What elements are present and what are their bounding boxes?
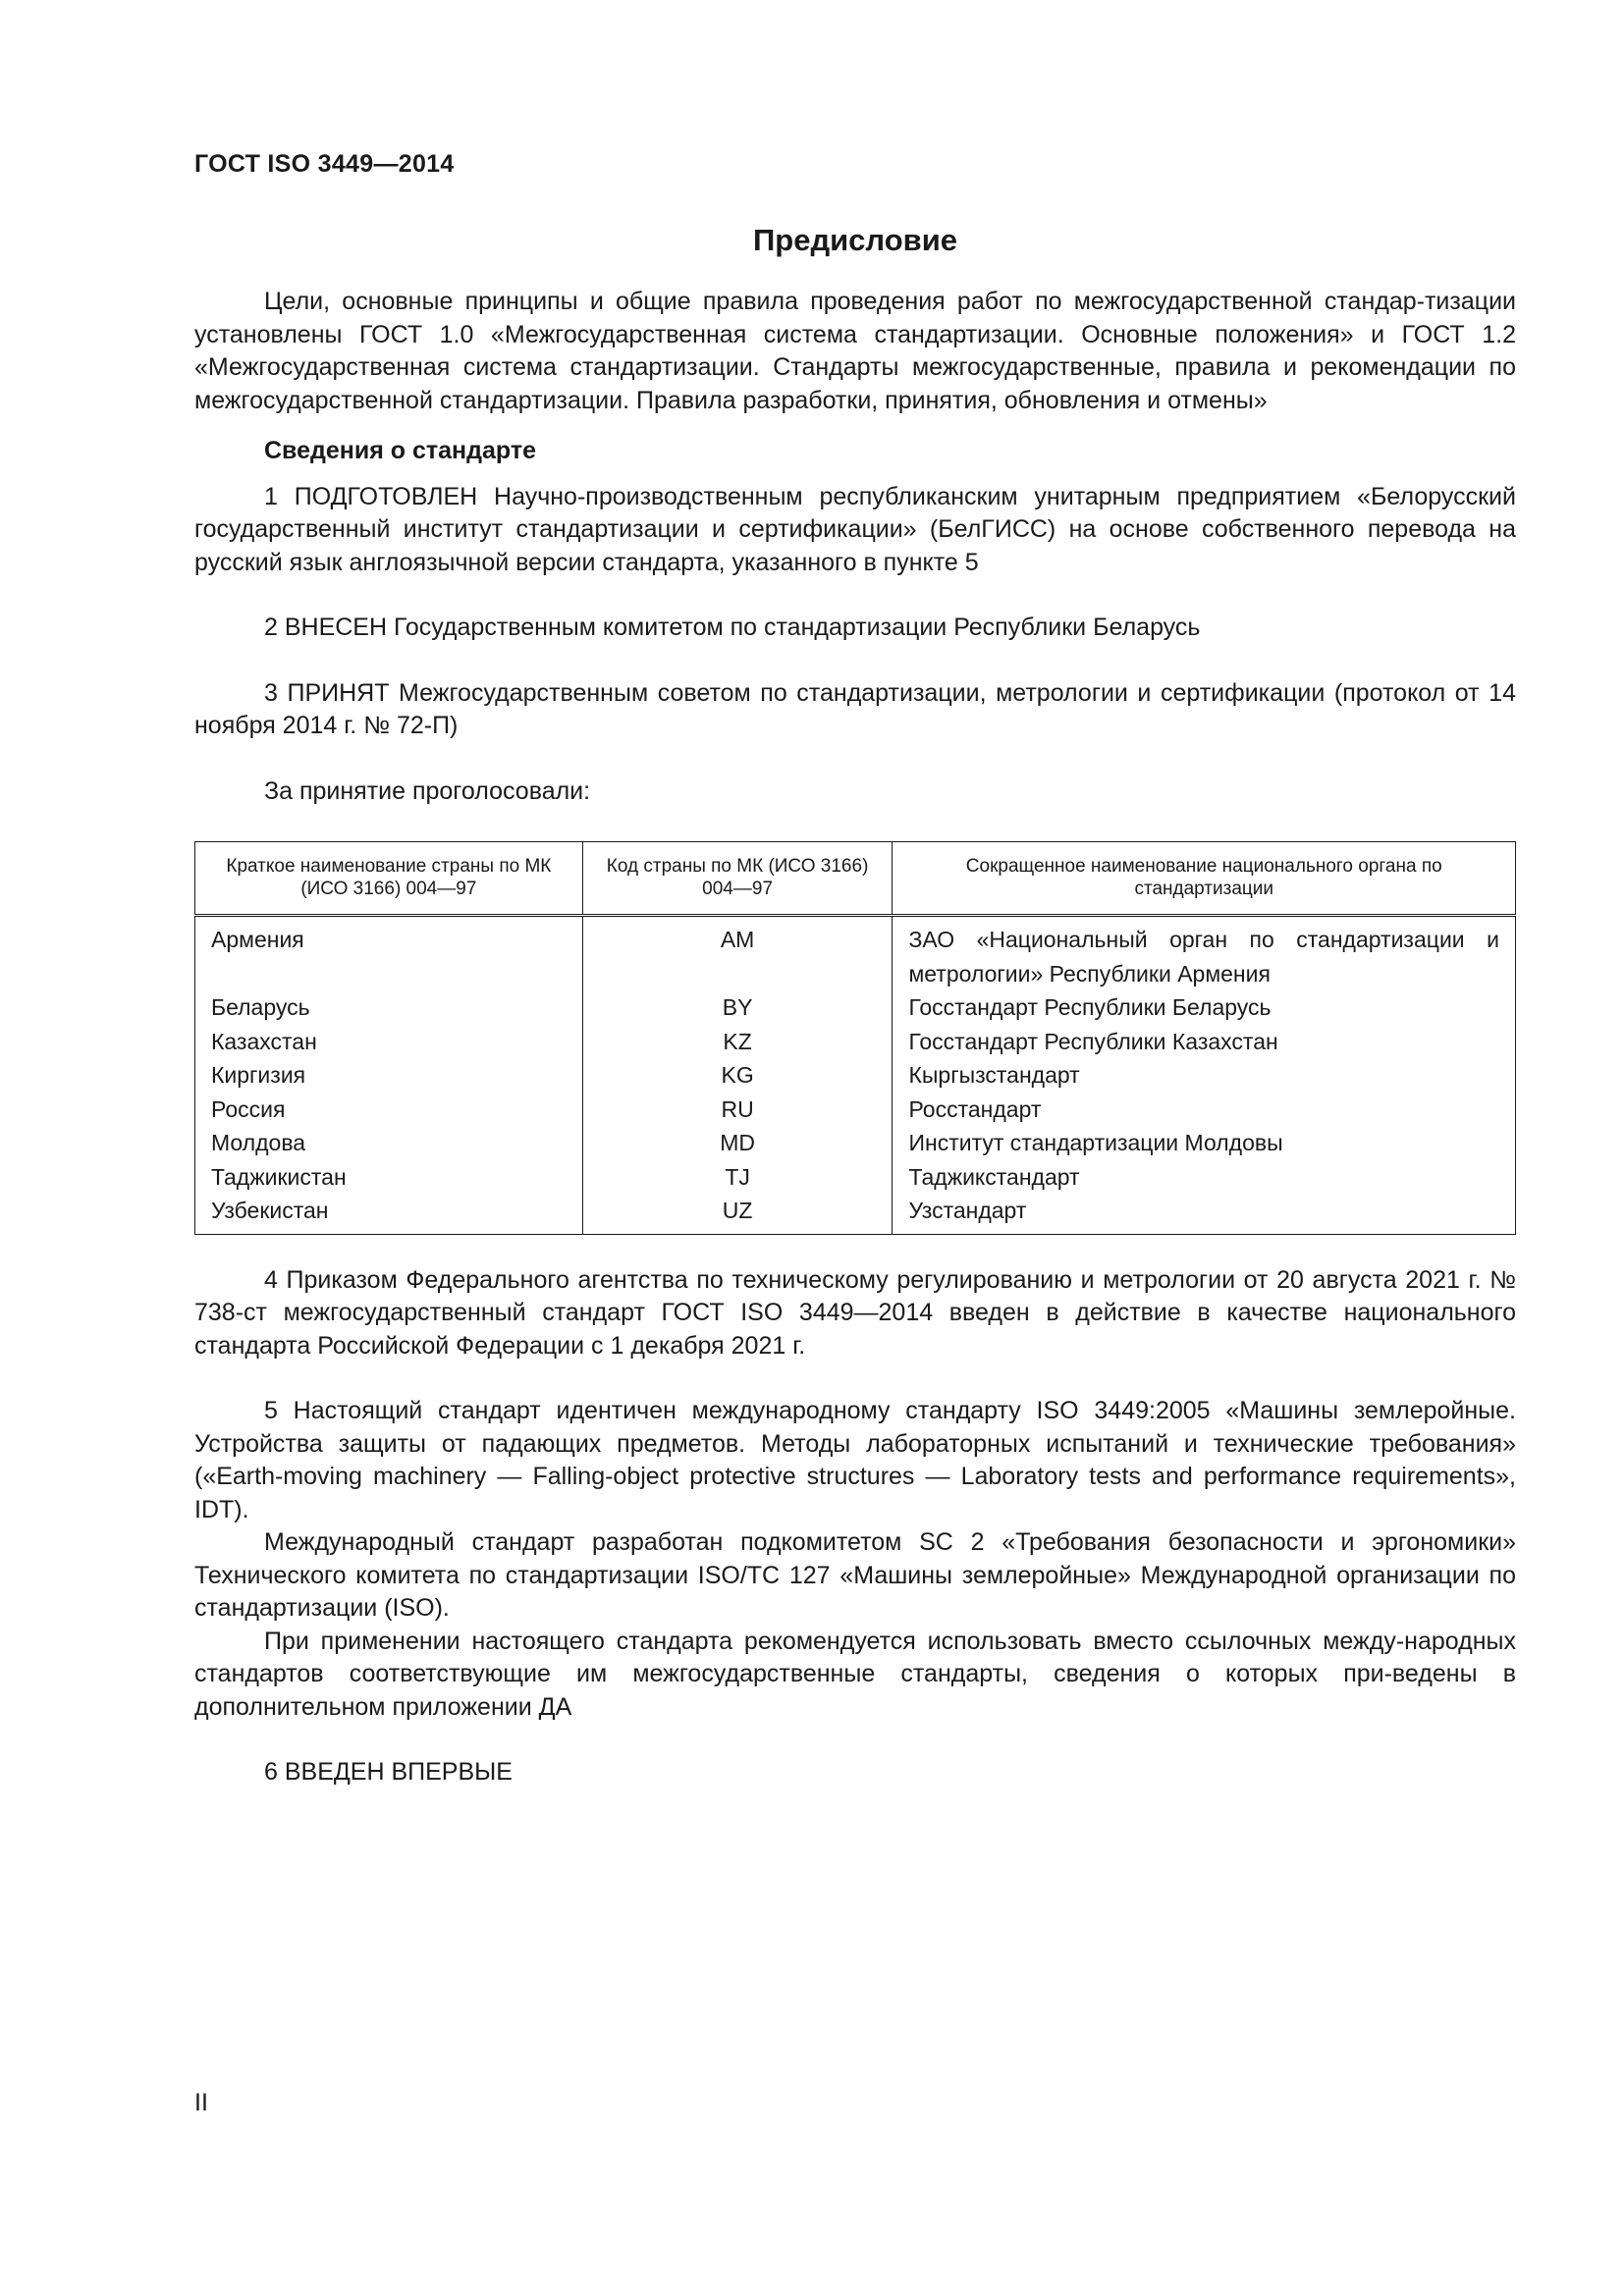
org-cell: Кыргызстандарт [893, 1058, 1516, 1093]
country-cell: Киргизия [195, 1058, 583, 1093]
code-cell: AM [582, 916, 893, 991]
country-cell: Молдова [195, 1126, 583, 1160]
table-row [195, 1058, 1516, 1093]
item-5-paragraph: 5 Настоящий стандарт идентичен международному стандарту ISO 3449:2005 «Машины землеройные. Устройства защиты от падающих предметов. Методы лабораторных испытаний и технические требования» («Earth-moving machinery — Falling-object protective structures — Laboratory tests and performance requirements», IDT). [194, 1397, 1516, 1523]
country-cell: Армения [195, 916, 583, 991]
item-4-paragraph: 4 Приказом Федерального агентства по техническому регулированию и метрологии от 20 августа 2021 г. № 738-ст межгосударственный стандарт ГОСТ ISO 3449—2014 введен в действие в качестве национального стандарта Российской Федерации с 1 декабря 2021 г. [194, 1265, 1516, 1360]
item-6-paragraph: 6 ВВЕДЕН ВПЕРВЫЕ [264, 1758, 513, 1786]
country-cell: Беларусь [195, 990, 583, 1025]
intro-paragraph: Цели, основные принципы и общие правила проведения работ по межгосударственной стандар-тизации установлены ГОСТ 1.0 «Межгосударственная система стандартизации. Основные положения» и ГОСТ 1.2 «Межгосударственная система стандартизации. Стандарты межгосударственные, правила и рекомендации по межгосударственной стандартизации. Правила разработки, принятия, обновления и отмены» [194, 288, 1516, 414]
org-cell: Росстандарт [893, 1093, 1516, 1127]
page-title: Предисловие [752, 223, 957, 257]
org-cell: Узстандарт [893, 1194, 1516, 1234]
item-5-application-paragraph: При применении настоящего стандарта рекомендуется использовать вместо ссылочных между-народных стандартов соответствующие им межгосударственные стандарты, сведения о которых при-ведены в дополнительном приложении ДА [194, 1627, 1516, 1721]
country-cell: Узбекистан [195, 1194, 583, 1234]
table-row [195, 916, 1516, 991]
item-3-paragraph: 3 ПРИНЯТ Межгосударственным советом по стандартизации, метрологии и сертификации (протокол от 14 ноября 2014 г. № 72-П) [194, 678, 1516, 739]
code-cell: TJ [582, 1160, 893, 1195]
org-cell: Госстандарт Республики Казахстан [893, 1025, 1516, 1059]
item-2-paragraph: 2 ВНЕСЕН Государственным комитетом по стандартизации Республики Беларусь [264, 614, 1201, 641]
table-row [195, 1093, 1516, 1127]
voting-table [194, 841, 1516, 1235]
country-cell: Казахстан [195, 1025, 583, 1059]
code-cell: KG [582, 1058, 893, 1093]
table-row [195, 1160, 1516, 1195]
code-cell: UZ [582, 1194, 893, 1234]
table-row [195, 1126, 1516, 1160]
header-country-code: Код страны по МК (ИСО 3166) 004—97 [582, 842, 893, 916]
table-row [195, 1194, 1516, 1234]
document-id-header: ГОСТ ISO 3449—2014 [194, 150, 455, 178]
foreword-section [194, 221, 1516, 1789]
standard-info-heading: Сведения о стандарте [264, 437, 537, 464]
org-cell: Таджикстандарт [893, 1160, 1516, 1195]
code-cell: KZ [582, 1025, 893, 1059]
header-country-name: Краткое наименование страны по МК (ИСО 3166) 004—97 [195, 842, 583, 916]
org-cell: Госстандарт Республики Беларусь [893, 990, 1516, 1025]
table-header-row [195, 842, 1516, 916]
org-cell: ЗАО «Национальный орган по стандартизации и метрологии» Республики Армения [893, 916, 1516, 991]
page-number: II [194, 2089, 208, 2116]
country-cell: Россия [195, 1093, 583, 1127]
country-cell: Таджикистан [195, 1160, 583, 1195]
table-row [195, 990, 1516, 1025]
org-cell: Институт стандартизации Молдовы [893, 1126, 1516, 1160]
item-1-paragraph: 1 ПОДГОТОВЛЕН Научно-производственным республиканским унитарным предприятием «Белорусский государственный институт стандартизации и сертификации» (БелГИСС) на основе собственного перевода на русский язык англоязычной версии стандарта, указанного в пункте 5 [194, 482, 1516, 576]
voted-paragraph: За принятие проголосовали: [264, 776, 591, 805]
code-cell: RU [582, 1093, 893, 1127]
item-5-developer-paragraph: Международный стандарт разработан подкомитетом SC 2 «Требования безопасности и эргономики» Технического комитета по стандартизации ISO/TC 127 «Машины землеройные» Международной организации по стандартизации (ISO). [194, 1528, 1516, 1622]
code-cell: MD [582, 1126, 893, 1160]
table-row [195, 1025, 1516, 1059]
code-cell: BY [582, 990, 893, 1025]
header-national-body: Сокращенное наименование национального органа по стандартизации [893, 842, 1516, 916]
